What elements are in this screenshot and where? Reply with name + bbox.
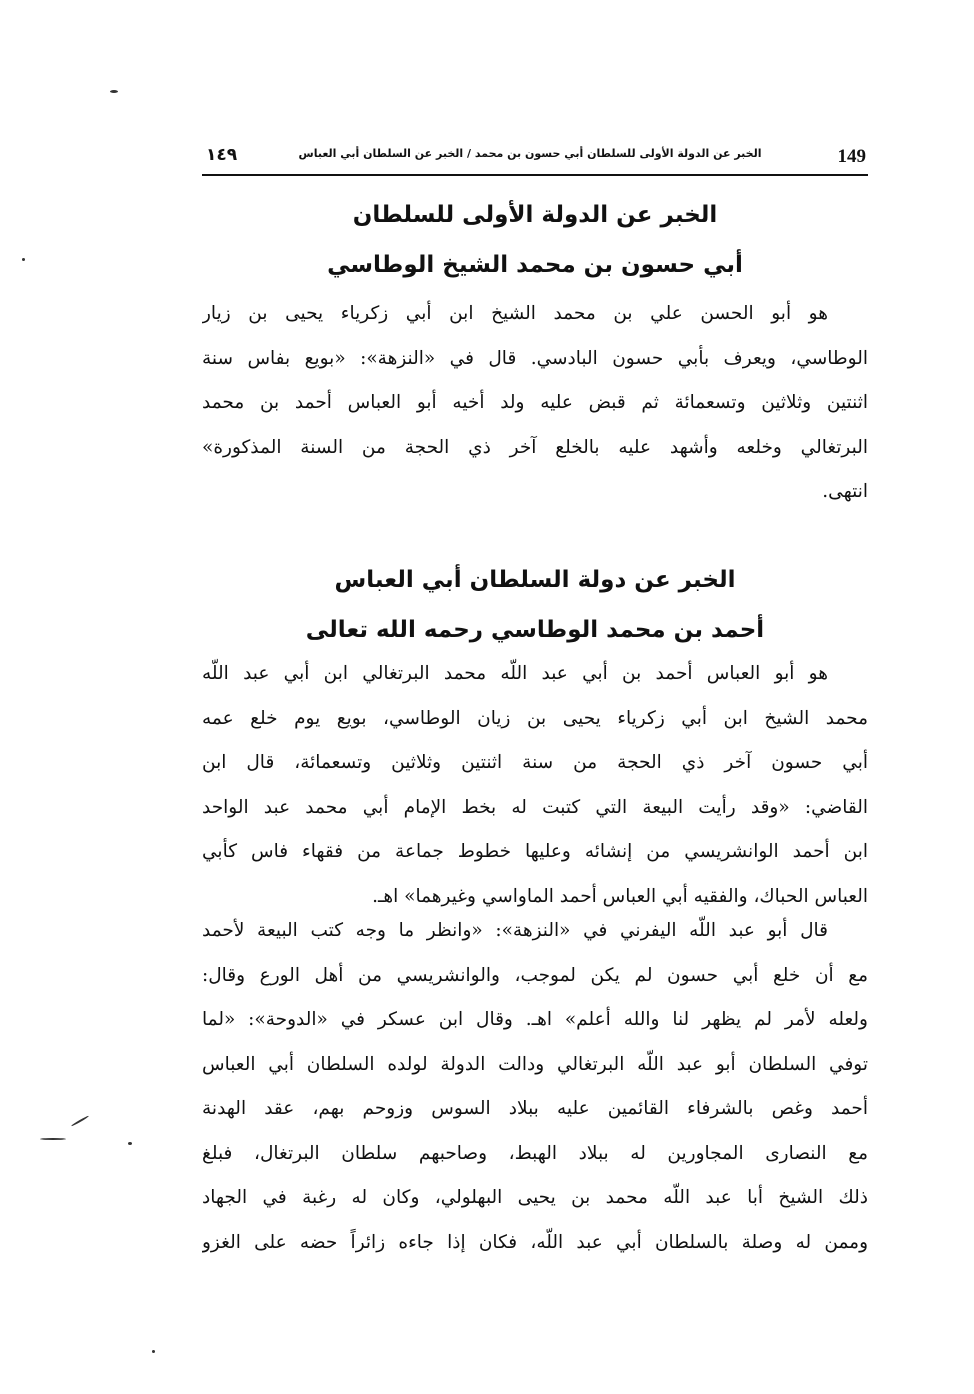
- text-line: ابن أحمد الوانشريسي من إنشائه وعليها خطوط جماعة من فقهاء فاس كأبي: [202, 841, 868, 862]
- text-line: الوطاسي، ويعرف بأبي حسون البادسي. قال في «النزهة»: «بويع بفاس سنة: [202, 347, 868, 369]
- text-line: أحمد وغص بالشرفاء القائمين عليه ببلاد السوس وزوحم بهم، عقد الهدنة: [202, 1098, 868, 1119]
- text-line: أبي حسون آخر ذي الحجة من سنة اثنتين وثلاثين وتسعمائة، قال ابن: [202, 752, 868, 773]
- scan-speck: [22, 258, 25, 261]
- section-heading-2: [202, 555, 868, 655]
- text-line: مع أن خلع أبي حسون لم يكن لموجب، والوانشريسي من أهل الورع وقال:: [202, 964, 868, 986]
- text-line: انتهى.: [822, 481, 868, 502]
- text-line: اثنتين وثلاثين وتسعمائة ثم قبض عليه ولد أخيه أبو العباس أحمد بن محمد: [202, 392, 868, 413]
- text-line: ذلك الشيخ أبا عبد اللّه محمد بن يحيى البهلولي، وكان له رغبة في الجهاد: [202, 1187, 868, 1208]
- section-heading-1: [202, 190, 868, 290]
- heading-line: الخبر عن الدولة الأولى للسلطان: [352, 202, 718, 228]
- scan-speck: [40, 1138, 66, 1140]
- text-line: وممن له وصلة بالسلطان أبي عبد اللّه، فكان إذا جاءه زائراً حضه على الغزو: [202, 1231, 868, 1253]
- header-rule: [202, 174, 868, 176]
- text-line: محمد الشيخ ابن أبي زكرياء يحيى بن زيان الوطاسي، بويع يوم خلع عمه: [202, 707, 868, 729]
- heading-line: أبي حسون بن محمد الشيخ الوطاسي: [327, 252, 743, 278]
- text-line: العباس الحباك، والفقيه أبي العباس أحمد الماواسي وغيرهما» اهـ.: [372, 885, 868, 907]
- text-line: البرتغالي وخلعه وأشهد عليه بالخلع آخر ذي الحجة من السنة المذكورة»: [202, 436, 868, 458]
- text-line: القاضي: «وقد رأيت البيعة التي كتبت له بخط الإمام أبي محمد عبد الواحد: [202, 796, 868, 818]
- paragraph-1: [202, 292, 868, 515]
- scan-speck: [152, 1350, 155, 1353]
- text-line: توفي السلطان أبو عبد اللّه البرتغالي ودالت الدولة لولده السلطان أبي العباس: [202, 1053, 868, 1075]
- heading-line: الخبر عن دولة السلطان أبي العباس: [334, 567, 736, 593]
- paragraph-3: [202, 909, 868, 1265]
- page-number-arabic: ١٤٩: [206, 145, 238, 165]
- page-number-latin: 149: [837, 146, 866, 167]
- text-line: هو أبو الحسن علي بن محمد الشيخ ابن أبي زكرياء يحيى بن زيار: [202, 303, 828, 324]
- scan-speck: [71, 1115, 89, 1127]
- text-line: ولعله لأمر لم يظهر لنا والله أعلم» اهـ. وقال ابن عسكر في «الدوحة»: «لما: [202, 1009, 868, 1030]
- paragraph-2: [202, 652, 868, 919]
- running-title: الخبر عن الدولة الأولى للسلطان أبي حسون بن محمد / الخبر عن السلطان أبي العباس: [298, 147, 762, 160]
- scan-speck: [110, 90, 118, 93]
- text-line: قال أبو عبد اللّه اليفرني في «النزهة»: «وانظر ما وجه كتب البيعة لأحمد: [202, 920, 828, 941]
- text-line: هو أبو العباس أحمد بن أبي عبد اللّه محمد البرتغالي ابن أبي عبد اللّه: [202, 663, 828, 684]
- running-header: [202, 142, 868, 176]
- heading-line: أحمد بن محمد الوطاسي رحمه الله تعالى: [305, 617, 765, 643]
- text-line: مع النصارى المجاورين له ببلاد الهبط، وصاحبهم سلطان البرتغال، فبلغ: [202, 1142, 868, 1164]
- scan-speck: [128, 1142, 132, 1145]
